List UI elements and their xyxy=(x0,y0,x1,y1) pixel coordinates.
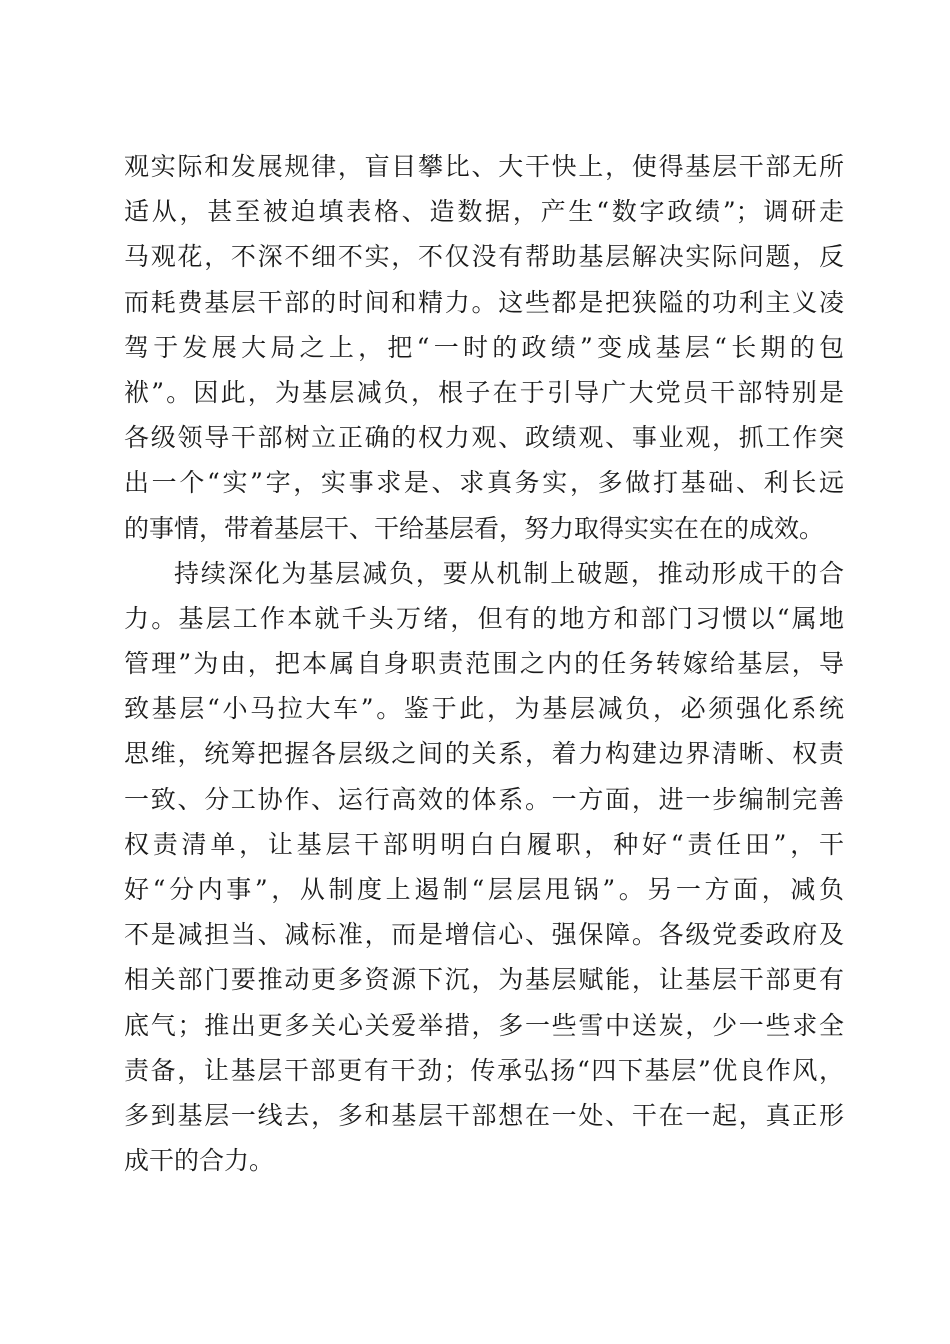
text-line: 管理”为由，把本属自身职责范围之内的任务转嫁给基层，导 xyxy=(124,649,844,679)
text-line: 各级领导干部树立正确的权力观、政绩观、事业观，抓工作突 xyxy=(124,423,844,453)
text-line: 成干的合力。 xyxy=(124,1146,275,1176)
text-line: 马观花，不深不细不实，不仅没有帮助基层解决实际问题，反 xyxy=(124,242,844,272)
text-line: 思维，统筹把握各层级之间的关系，着力构建边界清晰、权责 xyxy=(124,739,844,769)
text-line: 好“分内事”，从制度上遏制“层层甩锅”。另一方面，减负 xyxy=(124,875,844,904)
text-line: 多到基层一线去，多和基层干部想在一处、干在一起，真正形 xyxy=(124,1100,844,1130)
text-line: 袱”。因此，为基层减负，根子在于引导广大党员干部特别是 xyxy=(124,377,844,407)
text-line: 驾于发展大局之上，把“一时的政绩”变成基层“长期的包 xyxy=(124,332,844,362)
text-line: 而耗费基层干部的时间和精力。这些都是把狭隘的功利主义凌 xyxy=(124,287,844,317)
text-line: 适从，甚至被迫填表格、造数据，产生“数字政绩”；调研走 xyxy=(124,197,844,227)
text-line: 权责清单，让基层干部明明白白履职，种好“责任田”，干 xyxy=(124,829,844,859)
text-line: 观实际和发展规律，盲目攀比、大干快上，使得基层干部无所 xyxy=(124,152,844,181)
text-line: 不是减担当、减标准，而是增信心、强保障。各级党委政府及 xyxy=(124,920,844,950)
text-line: 一致、分工协作、运行高效的体系。一方面，进一步编制完善 xyxy=(124,784,844,814)
text-line: 的事情，带着基层干、干给基层看，努力取得实实在在的成效。 xyxy=(124,513,825,543)
text-line: 底气；推出更多关心关爱举措，多一些雪中送炭，少一些求全 xyxy=(124,1010,844,1040)
text-line: 责备，让基层干部更有干劲；传承弘扬“四下基层”优良作风， xyxy=(124,1055,844,1085)
text-line: 出一个“实”字，实事求是、求真务实，多做打基础、利长远 xyxy=(124,468,844,498)
body-text xyxy=(124,144,844,1183)
text-line: 致基层“小马拉大车”。鉴于此，为基层减负，必须强化系统 xyxy=(124,694,844,724)
text-line: 力。基层工作本就千头万绪，但有的地方和部门习惯以“属地 xyxy=(124,603,844,633)
paragraph-first-line: 持续深化为基层减负，要从机制上破题，推动形成干的合 xyxy=(174,558,844,588)
text-line: 相关部门要推动更多资源下沉，为基层赋能，让基层干部更有 xyxy=(124,965,844,995)
